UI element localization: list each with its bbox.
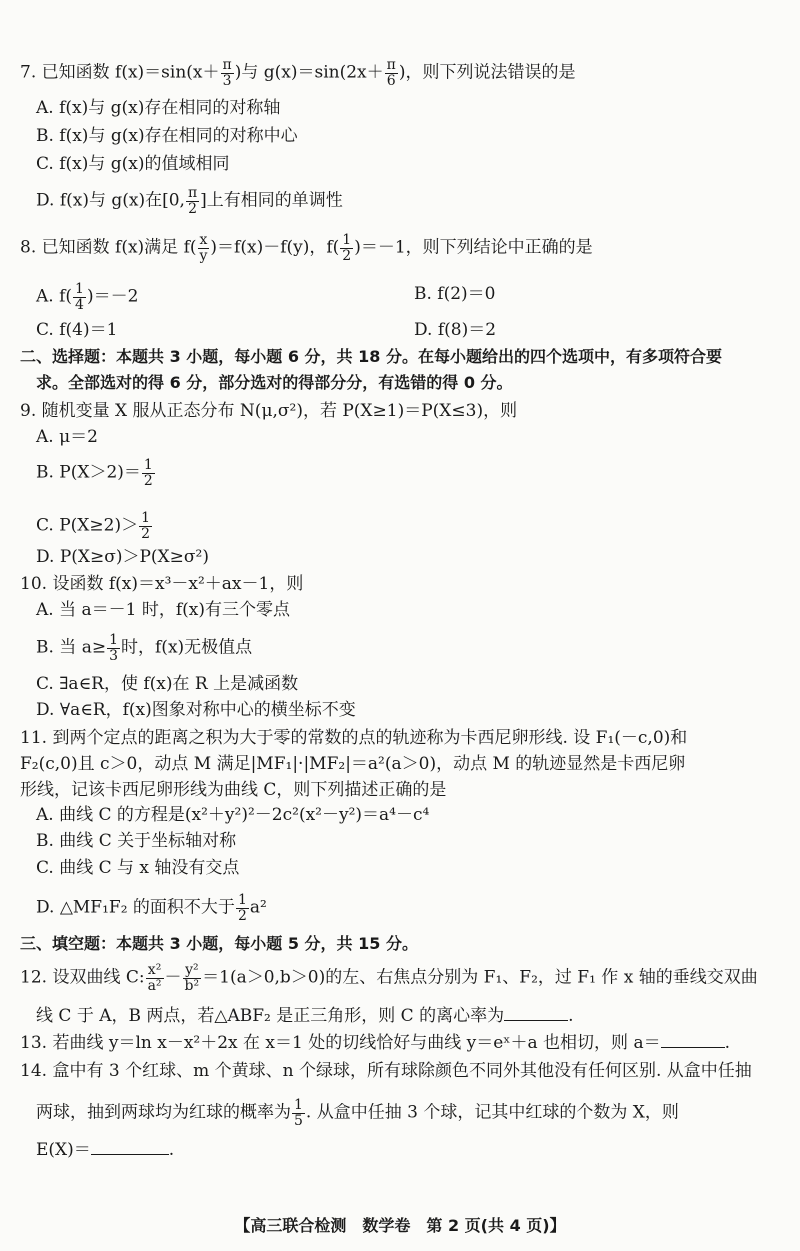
q7-option-c: C. f(x)与 g(x)的值域相同 — [36, 154, 230, 174]
q11-line1: 11. 到两个定点的距离之积为大于零的常数的点的轨迹称为卡西尼卵形线. 设 F₁(－c,0)和 — [20, 728, 688, 748]
q14-line1: 14. 盒中有 3 个红球、m 个黄球、n 个绿球，所有球除颜色不同外其他没有任何区别. 从盒中任抽 — [20, 1061, 752, 1081]
q11-line2: F₂(c,0)且 c＞0，动点 M 满足|MF₁|·|MF₂|＝a²(a＞0)，动点 M 的轨迹显然是卡西尼卵 — [20, 754, 686, 774]
q13-line: 13. 若曲线 y＝ln x－x²＋2x 在 x＝1 处的切线恰好与曲线 y＝eˣ＋a 也相切，则 a＝ . — [20, 1033, 731, 1053]
q8-stem: 8. 已知函数 f(x)满足 f( $\frac{x}{y}$ )＝f(x)－f(y)，f( $\frac{1}{2}$ )＝－1，则下列结论中正确的是 — [20, 232, 593, 264]
q12-answer-blank[interactable] — [504, 1004, 568, 1021]
q14-line3: E(X)＝ . — [36, 1140, 175, 1160]
section2-heading-cont: 求。全部选对的得 6 分，部分选对的得部分分，有选错的得 0 分。 — [36, 373, 513, 392]
q9-option-b: B. P(X＞2)＝ $\frac{1}{2}$ — [36, 457, 153, 489]
q12-line2: 线 C 于 A，B 两点，若△ABF₂ 是正三角形，则 C 的离心率为 . — [36, 1006, 574, 1026]
q12-line1: 12. 设双曲线 C: $\frac{\text{x²}}{\text{a²}}$ － $\frac{\text{y²}}{\text{b²}}$ ＝1(a＞0,b＞0)的左、右焦点分别为 F₁、F₂，过 F₁ 作 x 轴的垂线交双曲 — [20, 962, 758, 994]
q10-option-a: A. 当 a＝－1 时，f(x)有三个零点 — [36, 600, 290, 620]
q7-stem: 7. 已知函数 f(x)＝sin(x＋ $\frac{\pi}{3}$ )与 g(x)＝sin(2x＋ $\frac{\pi}{6}$ )，则下列说法错误的是 — [20, 57, 576, 89]
section2-heading: 二、选择题：本题共 3 小题，每小题 6 分，共 18 分。在每小题给出的四个选项中，有多项符合要 — [20, 347, 722, 366]
q8-option-d: D. f(8)＝2 — [414, 320, 497, 340]
q10-option-c: C. ∃a∈R，使 f(x)在 R 上是减函数 — [36, 674, 299, 694]
q11-line3: 形线，记该卡西尼卵形线为曲线 C，则下列描述正确的是 — [20, 780, 447, 800]
q7-option-d: D. f(x)与 g(x)在[0, $\frac{\pi}{2}$ ]上有相同的单调性 — [36, 185, 343, 217]
q11-option-a: A. 曲线 C 的方程是(x²＋y²)²－2c²(x²－y²)＝a⁴－c⁴ — [36, 805, 430, 825]
q8-option-a: A. f( $\frac{1}{4}$ )＝－2 — [36, 281, 139, 313]
q8-option-c: C. f(4)＝1 — [36, 320, 118, 340]
q9-option-a: A. μ＝2 — [36, 427, 98, 447]
q9-option-c: C. P(X≥2)＞ $\frac{1}{2}$ — [36, 510, 150, 542]
watermark — [225, 291, 252, 347]
q14-answer-blank[interactable] — [91, 1138, 169, 1155]
section3-heading: 三、填空题：本题共 3 小题，每小题 5 分，共 15 分。 — [20, 934, 418, 953]
q7-option-b: B. f(x)与 g(x)存在相同的对称中心 — [36, 126, 298, 146]
q13-answer-blank[interactable] — [661, 1031, 725, 1048]
q9-option-d: D. P(X≥σ)＞P(X≥σ²) — [36, 547, 209, 567]
q8-option-b: B. f(2)＝0 — [414, 284, 496, 304]
q7-option-a: A. f(x)与 g(x)存在相同的对称轴 — [36, 98, 281, 118]
page-footer: 【高三联合检测 数学卷 第 2 页(共 4 页)】 — [234, 1216, 566, 1235]
q10-stem: 10. 设函数 f(x)＝x³－x²＋ax－1，则 — [20, 574, 304, 594]
q11-option-c: C. 曲线 C 与 x 轴没有交点 — [36, 858, 240, 878]
q14-line2: 两球，抽到两球均为红球的概率为 $\frac{1}{5}$ . 从盒中任抽 3 个球，记其中红球的个数为 X，则 — [36, 1097, 679, 1129]
q11-option-b: B. 曲线 C 关于坐标轴对称 — [36, 831, 237, 851]
q11-option-d: D. △MF₁F₂ 的面积不大于 $\frac{1}{2}$ a² — [36, 892, 267, 924]
q10-option-d: D. ∀a∈R，f(x)图象对称中心的横坐标不变 — [36, 700, 356, 720]
q10-option-b: B. 当 a≥ $\frac{1}{3}$ 时，f(x)无极值点 — [36, 632, 253, 664]
q9-stem: 9. 随机变量 X 服从正态分布 N(μ,σ²)，若 P(X≥1)＝P(X≤3)，则 — [20, 401, 518, 421]
